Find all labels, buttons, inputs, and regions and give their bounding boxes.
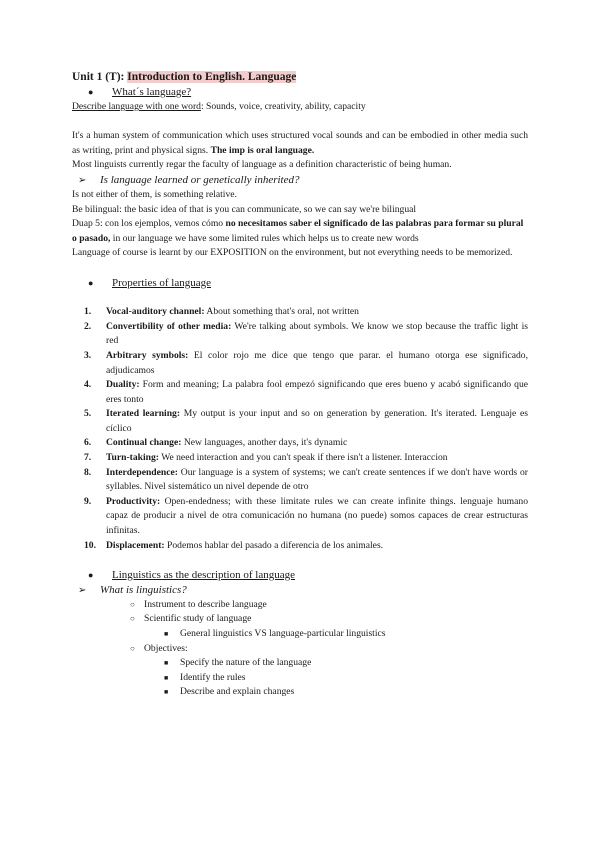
answer-line-1: Is not either of them, is something relative. <box>72 188 237 200</box>
document-page <box>72 70 528 700</box>
list-item <box>72 378 528 407</box>
item-term: Convertibility of other media: <box>106 320 232 332</box>
properties-list <box>72 305 528 553</box>
circle-bullet-icon: ○ <box>130 643 135 653</box>
describe-text: : Sounds, voice, creativity, ability, capacity <box>200 101 366 112</box>
item-term: Interdependence: <box>106 466 178 478</box>
square-bullet-icon: ■ <box>164 630 169 638</box>
answer-text: Duap 5: con los ejemplos, vemos cómo <box>72 218 226 230</box>
item-term: Productivity: <box>106 495 161 507</box>
linguists-paragraph: Most linguists currently regar the faculty of language as a definition characteristic of being human. <box>72 159 452 171</box>
describe-line <box>72 100 528 115</box>
definition-text: It's a human system of communication which uses structured vocal sounds and can be embodied in other media such as writing, print and physical signs. <box>72 130 528 156</box>
item-text: Instrument to describe language <box>144 598 267 610</box>
answer-line-3 <box>72 217 528 246</box>
list-item <box>72 349 528 378</box>
item-number: 10. <box>84 539 96 551</box>
item-number: 2. <box>84 320 92 332</box>
section-heading: Properties of language <box>112 276 211 289</box>
question-learned-or-inherited <box>72 173 528 188</box>
circle-bullet-icon: ○ <box>130 614 135 624</box>
arrow-bullet-icon: ➢ <box>78 584 87 596</box>
describe-label: Describe language with one word <box>72 101 201 112</box>
list-item <box>72 466 528 495</box>
item-term: Continual change: <box>106 437 182 449</box>
circle-bullet-icon: ○ <box>130 599 135 609</box>
item-term: Iterated learning: <box>106 408 181 420</box>
list-item <box>72 627 528 642</box>
bullet-dot-icon: ● <box>88 87 94 97</box>
item-term: Displacement: <box>106 539 165 551</box>
item-term: Arbitrary symbols: <box>106 349 189 361</box>
item-text: Specify the nature of the language <box>180 657 312 669</box>
item-number: 4. <box>84 379 92 391</box>
question-text: What is linguistics? <box>100 583 187 596</box>
item-term: Turn-taking: <box>106 452 159 464</box>
item-text: Identify the rules <box>180 671 246 683</box>
item-number: 1. <box>84 306 92 318</box>
square-bullet-icon: ■ <box>164 673 169 682</box>
item-text: Open-endedness; with these limitate rules we can create infinite things. lenguaje humano capaz de producir a nivel de otra comunicación no humana (no puede) somos capaces de crear estructuras infinitas. <box>106 495 528 537</box>
unit-title-highlight: Introduction to English. Language <box>127 71 297 83</box>
item-text: New languages, another days, it's dynamic <box>181 437 348 449</box>
item-number: 7. <box>84 452 92 464</box>
item-text: El color rojo me dice que tengo que parar. el humano otorga ese significado, adjudicamos <box>106 349 529 376</box>
list-item <box>72 495 528 539</box>
list-item <box>72 451 528 466</box>
list-item <box>72 656 528 671</box>
item-text: Our language is a system of systems; we can't create sentences if we don't have words or syllables. Nivel sistemático un nivel depende de otro <box>106 466 528 493</box>
list-item <box>72 685 528 700</box>
bullet-dot-icon: ● <box>88 569 94 580</box>
list-item <box>72 671 528 686</box>
square-bullet-icon: ■ <box>164 688 169 697</box>
item-text: Form and meaning; La palabra fool empezó significando que eres bueno y acabó significando que eres tonto <box>106 379 528 405</box>
section-whats-language <box>72 85 528 100</box>
list-item <box>72 642 528 657</box>
item-text: Scientific study of language <box>144 613 252 625</box>
question-text: Is language learned or genetically inherited? <box>100 173 300 186</box>
section-heading: Linguistics as the description of language <box>112 568 295 581</box>
item-number: 6. <box>84 437 92 449</box>
section-heading: What´s language? <box>112 86 192 98</box>
item-number: 8. <box>84 466 92 478</box>
item-number: 3. <box>84 349 92 361</box>
question-what-is-linguistics <box>72 583 528 598</box>
item-text: Describe and explain changes <box>180 686 295 698</box>
unit-title <box>72 70 528 85</box>
definition-paragraph <box>72 129 528 158</box>
item-term: Vocal-auditory channel: <box>106 306 205 318</box>
section-linguistics <box>72 568 528 583</box>
definition-emphasis: The imp is oral language. <box>210 144 315 156</box>
list-item <box>72 305 528 320</box>
item-text: We're talking about symbols. We know we stop because the traffic light is red <box>106 320 528 347</box>
item-text: We need interaction and you can't speak if there isn't a listener. Interaccion <box>158 452 448 464</box>
item-text: Objectives: <box>144 642 188 654</box>
item-number: 5. <box>84 408 92 420</box>
answer-line-4: Language of course is learnt by our EXPOSITION on the environment, but not everything needs to be memorized. <box>72 247 513 259</box>
answer-text: in our language we have some limited rules which helps us to create new words <box>110 232 419 244</box>
square-bullet-icon: ■ <box>164 659 169 668</box>
list-item <box>72 436 528 451</box>
item-term: Duality: <box>106 379 140 391</box>
bullet-dot-icon: ● <box>88 277 94 288</box>
arrow-bullet-icon: ➢ <box>78 174 87 186</box>
item-number: 9. <box>84 495 92 507</box>
section-properties <box>72 276 528 291</box>
item-text: Podemos hablar del pasado a diferencia de los animales. <box>164 539 384 551</box>
list-item <box>72 612 528 627</box>
answer-emphasis: no necesitamos saber el significado de las palabras para formar su plural o pasado, <box>72 218 524 244</box>
item-text: General linguistics VS language-particular linguistics <box>180 628 386 639</box>
item-text: About something that's oral, not written <box>204 306 359 318</box>
list-item <box>72 539 528 554</box>
list-item <box>72 598 528 613</box>
list-item <box>72 320 528 349</box>
list-item <box>72 407 528 436</box>
item-text: My output is your input and so on generation by generation. It's iterated. Lenguaje es cíclico <box>106 408 528 434</box>
unit-title-prefix: Unit 1 (T): <box>72 71 128 83</box>
answer-line-2: Be bilingual: the basic idea of that is you can communicate, so we can say we're bilingual <box>72 203 417 215</box>
